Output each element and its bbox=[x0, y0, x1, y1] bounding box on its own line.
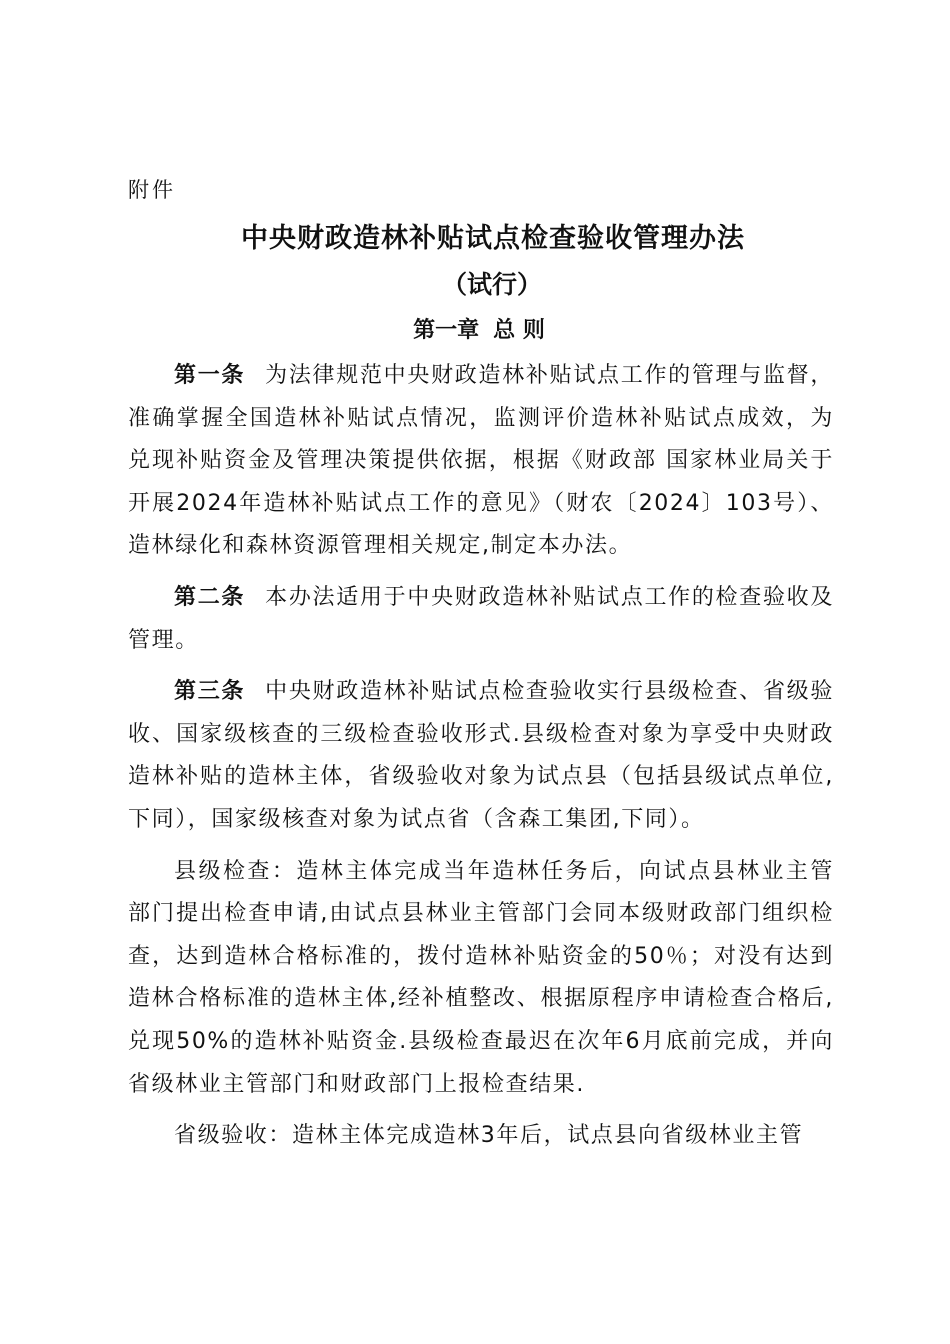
article-1-text: 为法律规范中央财政造林补贴试点工作的管理与监督，准确掌握全国造林补贴试点情况，监测评价造林补贴试点成效，为兑现补贴资金及管理决策提供依据，根据《财政部 国家林业局关于开展2024年造林补贴试点工作的意见》（财农〔2024〕103号）、造林绿化和森林资源管理相关规定,制定本办法。 bbox=[128, 363, 834, 559]
article-1-lead: 第一条 bbox=[174, 363, 246, 388]
county-inspection-paragraph bbox=[128, 851, 834, 1107]
document-title: 中央财政造林补贴试点检查验收管理办法 bbox=[241, 223, 745, 254]
county-inspection-text: 县级检查：造林主体完成当年造林任务后，向试点县林业主管部门提出检查申请,由试点县林业主管部门会同本级财政部门组织检查，达到造林合格标准的，拨付造林补贴资金的50％；对没有达到造林合格标准的造林主体,经补植整改、根据原程序申请检查合格后,兑现50%的造林补贴资金.县级检查最迟在次年6月底前完成，并向省级林业主管部门和财政部门上报检查结果. bbox=[128, 858, 834, 1097]
provincial-acceptance-paragraph bbox=[128, 1115, 834, 1158]
chapter-heading bbox=[0, 313, 950, 344]
chapter-name: 总 则 bbox=[493, 318, 545, 343]
document-body bbox=[128, 355, 834, 1158]
article-3 bbox=[128, 671, 834, 841]
article-3-lead: 第三条 bbox=[174, 679, 246, 705]
provincial-acceptance-text: 省级验收：造林主体完成造林3年后，试点县向省级林业主管 bbox=[174, 1123, 804, 1149]
article-2 bbox=[128, 577, 834, 662]
article-2-lead: 第二条 bbox=[174, 584, 246, 610]
article-2-text: 本办法适用于中央财政造林补贴试点工作的检查验收及管理。 bbox=[128, 584, 834, 653]
document-subtitle: （试行） bbox=[441, 270, 542, 299]
article-3-text: 中央财政造林补贴试点检查验收实行县级检查、省级验收、国家级核查的三级检查验收形式.县级检查对象为享受中央财政造林补贴的造林主体，省级验收对象为试点县（包括县级试点单位,下同），国家级核查对象为试点省（含森工集团,下同）。 bbox=[128, 679, 834, 832]
article-1 bbox=[128, 355, 834, 568]
chapter-number: 第一章 bbox=[413, 318, 480, 343]
attachment-label: 附件 bbox=[128, 178, 176, 202]
